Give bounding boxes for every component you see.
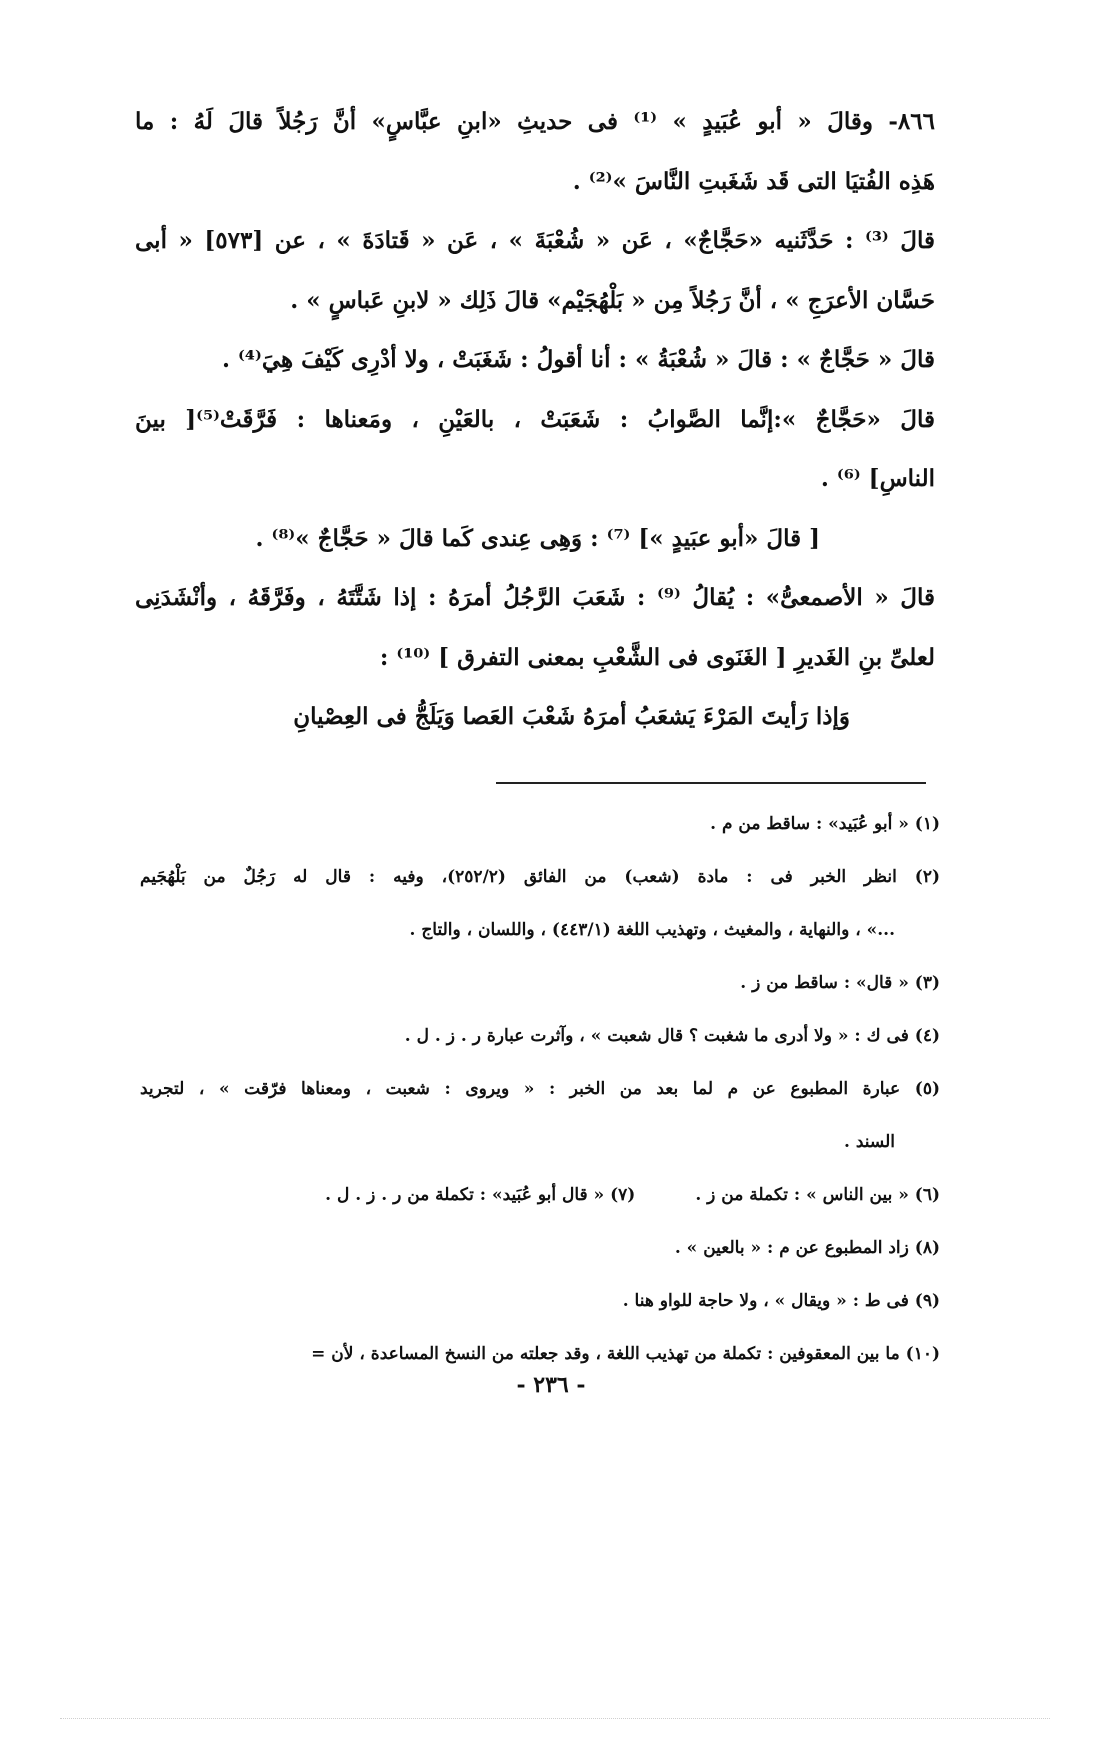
text-line: قالَ « حَجَّاجٌ » : قالَ « شُعْبَةُ » : أنا أقولُ : شَغَبَتْ ، ولا أدْرِى كَيْفَ هِيَ⁽⁴⁾ . — [222, 346, 935, 373]
text-line: [ قالَ «أبو عبَيدٍ »] ⁽⁷⁾ : وَهِى عِندى كَما قالَ « حَجَّاجٌ »⁽⁸⁾ . — [255, 524, 820, 552]
poetry-verse: وَإذا رَأيتَ المَرْءَ يَشعَبُ أمرَهُ شَعْبَ العَصا وَيَلَجُّ فى العِصْيانِ — [293, 703, 850, 730]
text-line: حَسَّان الأعرَجِ » ، أنَّ رَجُلاً مِن « بَلْهُجَيْم» قالَ ذَلِك « لابنِ عَباسٍ » . — [290, 286, 935, 314]
footnote: (٨) زاد المطبوع عن م : « بالعين » . — [674, 1238, 940, 1258]
footnote: (٢) انظر الخبر فى : مادة (شعب) من الفائق (٢٥٢/٢)، وفيه : قال له رَجُلٌ من بَلْهُجَيم — [140, 867, 940, 887]
footnote-separator — [496, 782, 926, 784]
footnotes — [140, 798, 940, 1381]
text-line: الناسِ] ⁽⁶⁾ . — [820, 465, 935, 492]
scan-artifact — [60, 1718, 1050, 1719]
text-line: قالَ « الأصمعىُّ» : يُقالُ ⁽⁹⁾ : شَعَبَ الرَّجُلُ أمرَهُ : إذا شَتَّتَهُ ، وفَرَّقَهُ ، وأنْشَدَنِى — [135, 584, 935, 611]
text-line: قالَ ⁽³⁾ : حَدَّثَنيه «حَجَّاجٌ» ، عَن « شُعْبَةَ » ، عَن « قَتادَةَ » ، عن [٥٧٣] « أبى — [135, 227, 935, 254]
text-line: قالَ «حَجَّاجٌ »:إنَّما الصَّوابُ : شَعَبَتْ ، بالعَيْنِ ، ومَعناها : فَرَّقَتْ⁽⁵⁾[ بينَ — [135, 405, 935, 433]
footnote-continuation: ...» ، والنهاية ، والمغيث ، وتهذيب اللغة (٤٤٣/١) ، واللسان ، والتاج . — [409, 920, 895, 940]
footnote: (١٠) ما بين المعقوفين : تكملة من تهذيب اللغة ، وقد جعلته من النسخ المساعدة ، لأن = — [311, 1344, 940, 1364]
footnote-continuation: السند . — [844, 1132, 895, 1152]
footnote: (٤) فى ك : « ولا أدرى ما شغبت ؟ قال شعبت » ، وآثرت عبارة ر . ز . ل . — [404, 1026, 940, 1046]
footnote: (٦) « بين الناس » : تكملة من ز . — [695, 1185, 940, 1205]
footnote-pair — [140, 1169, 940, 1222]
text-line: لعلىِّ بنِ الغَديرِ [ الغَنَوى فى الشَّعْبِ بمعنى التفرق ] ⁽¹⁰⁾ : — [379, 643, 935, 671]
footnote: (٩) فى ط : « ويقال » ، ولا حاجة للواو هنا . — [622, 1291, 940, 1311]
footnote: (٧) « قال أبو عُبَيد» : تكملة من ر . ز . ل . — [325, 1185, 636, 1205]
page-number: - ٢٣٦ - — [516, 1372, 586, 1398]
footnote: (١) « أبو عُبَيد» : ساقط من م . — [710, 814, 940, 834]
footnote: (٣) « قال» : ساقط من ز . — [740, 973, 940, 993]
text-line: ٨٦٦- وقالَ « أبو عُبَيدٍ » ⁽¹⁾ فى حديثِ «ابنِ عبَّاسٍ» أنَّ رَجُلاً قالَ لَهُ : ما — [135, 108, 935, 135]
main-text — [135, 92, 935, 747]
text-line: هَذِه الفُتيَا التى قَد شَغَبتِ النَّاسَ »⁽²⁾ . — [572, 167, 935, 195]
footnote: (٥) عبارة المطبوع عن م لما بعد من الخبر : « ويروى : شعبت ، ومعناها فرّقت » ، لتجريد — [140, 1079, 940, 1099]
footnote-gap — [635, 1169, 695, 1222]
